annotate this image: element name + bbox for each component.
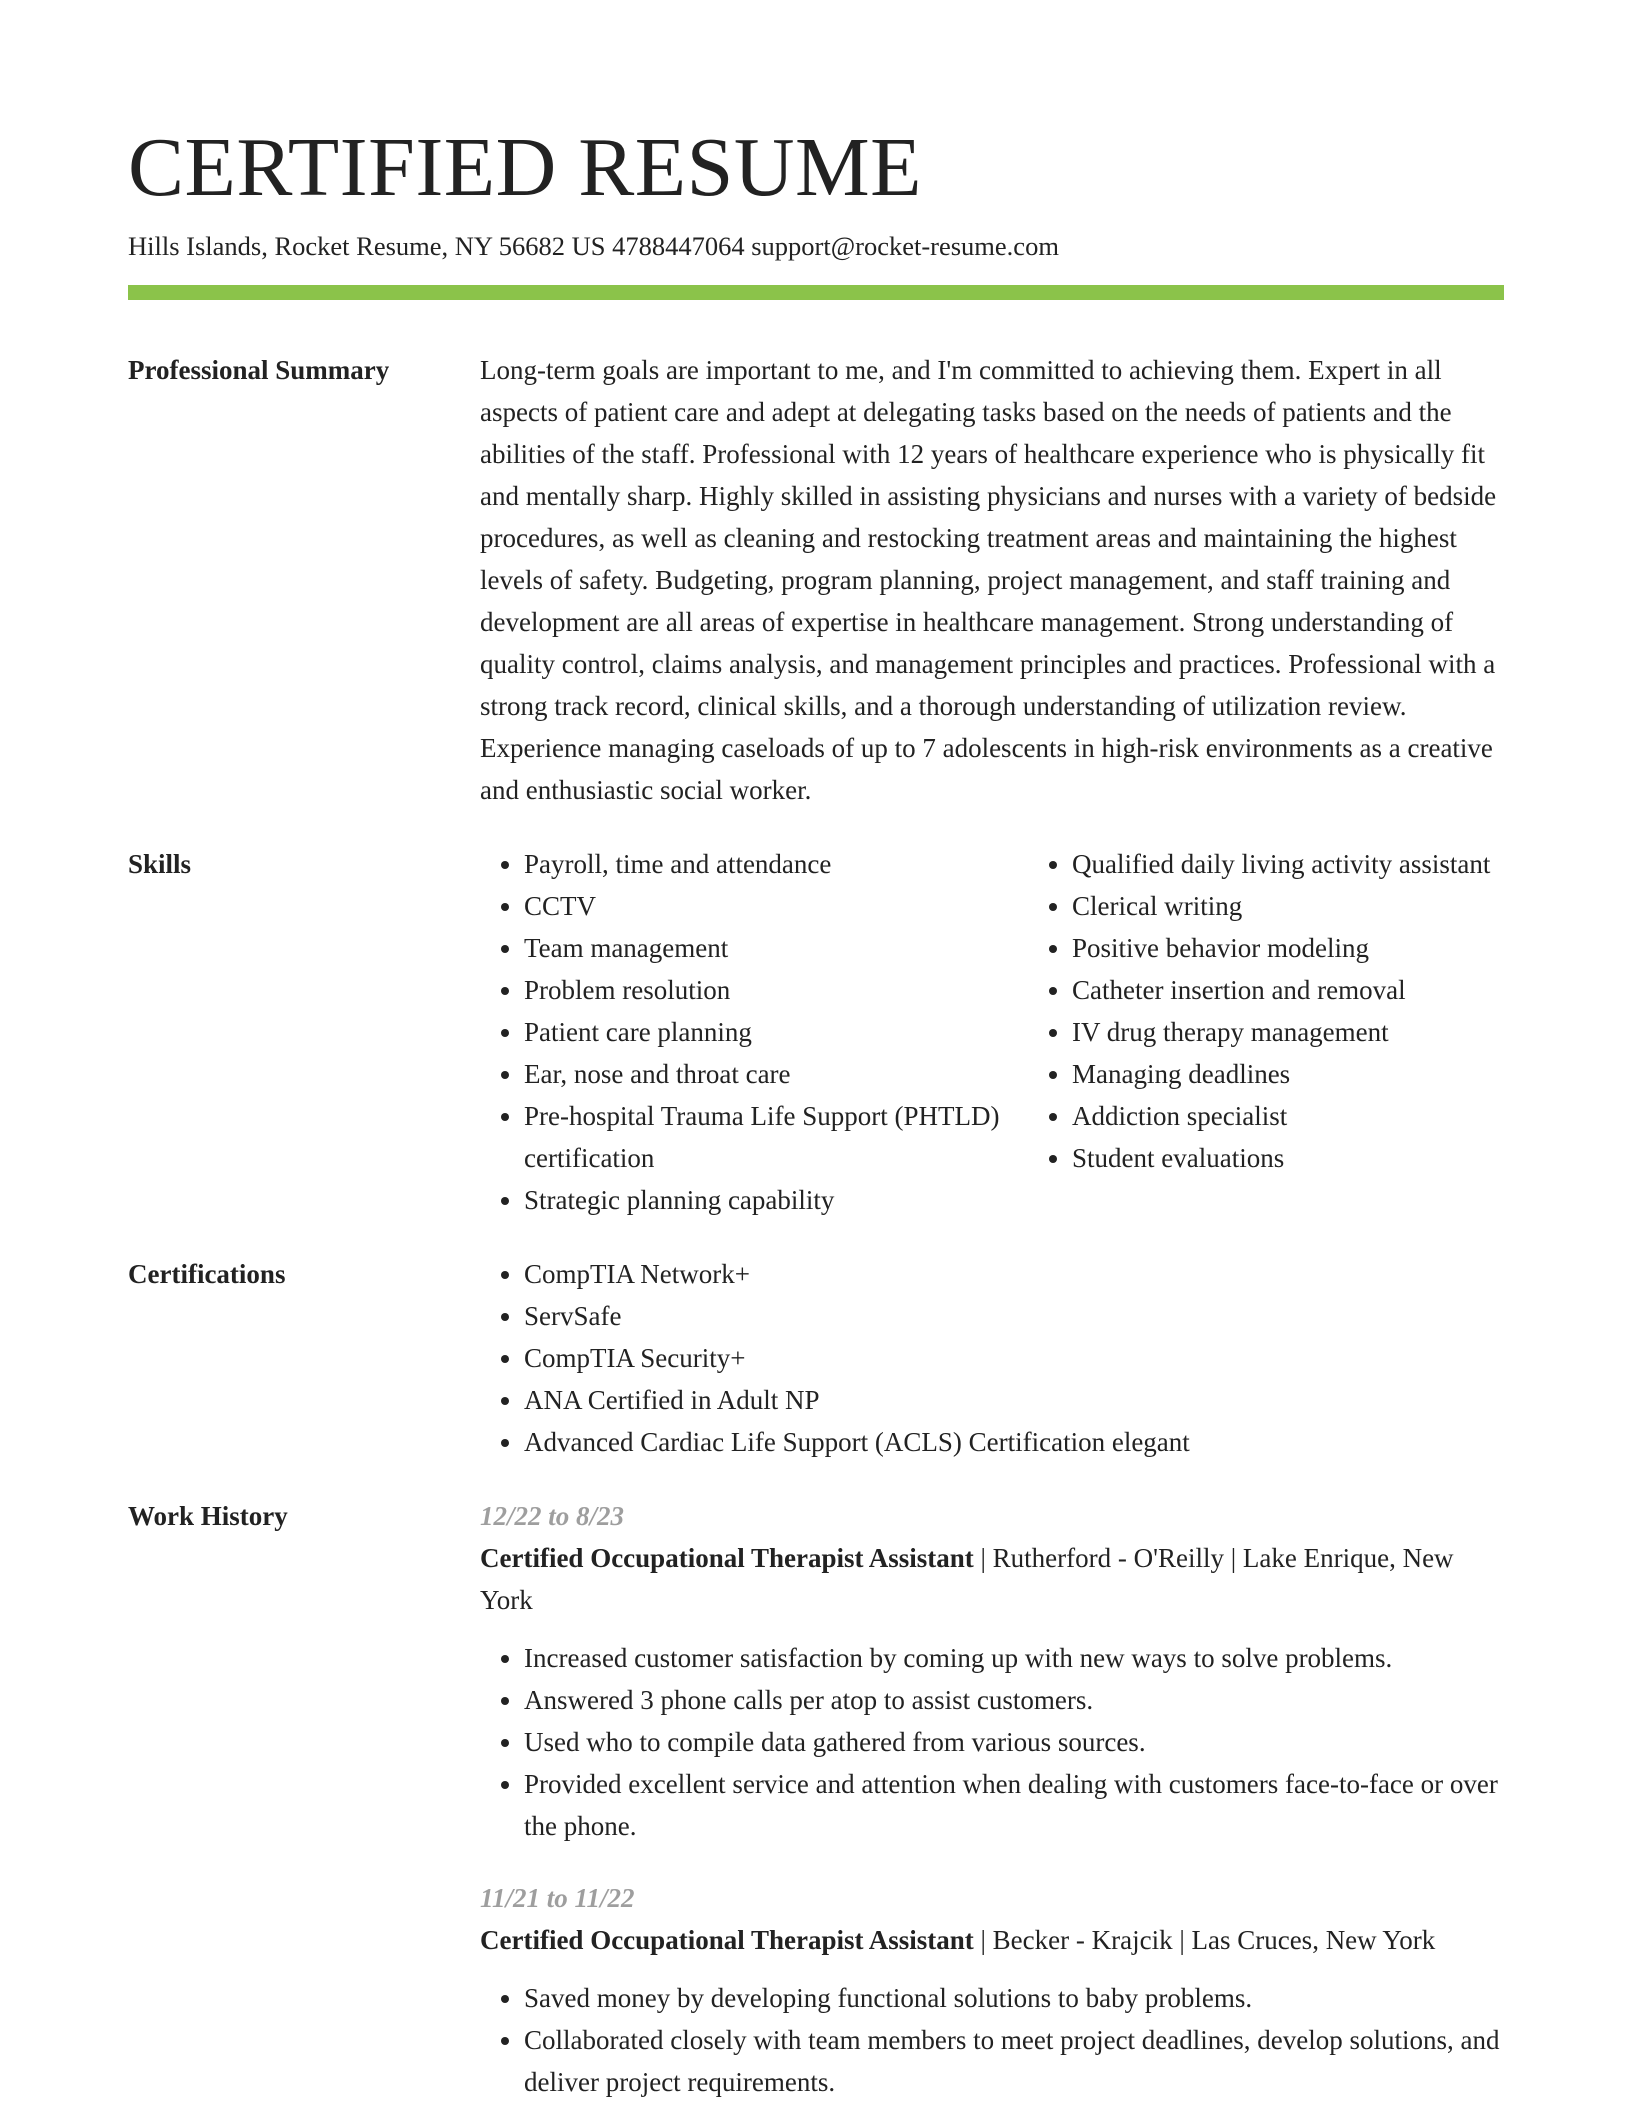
list-item: • CompTIA Network+	[524, 1253, 1504, 1295]
certifications-label: Certifications	[128, 1259, 286, 1289]
list-item: • Strategic planning capability	[524, 1179, 1028, 1221]
list-item: • Catheter insertion and removal	[1072, 969, 1504, 1011]
list-item: • Addiction specialist	[1072, 1095, 1504, 1137]
list-item: • CompTIA Security+	[524, 1337, 1504, 1379]
job-dates: 12/22 to 8/23	[480, 1501, 625, 1531]
job-bullets	[480, 1637, 1504, 1847]
list-item: • CCTV	[524, 885, 1028, 927]
resume-page	[128, 118, 1504, 2103]
list-item: • Team management	[524, 927, 1028, 969]
job-heading	[480, 1919, 1504, 1961]
list-item: • ServSafe	[524, 1295, 1504, 1337]
list-item: • Problem resolution	[524, 969, 1028, 1011]
list-item: • Advanced Cardiac Life Support (ACLS) Certification elegant	[524, 1421, 1504, 1463]
job-dates: 11/21 to 11/22	[480, 1883, 635, 1913]
list-item: • ANA Certified in Adult NP	[524, 1379, 1504, 1421]
list-item: • Managing deadlines	[1072, 1053, 1504, 1095]
summary-label: Professional Summary	[128, 355, 390, 385]
summary-text: Long-term goals are important to me, and I'm committed to achieving them. Expert in all aspects of patient care and adept at delegating tasks based on the needs of patients and the abilities of the staff. Professional with 12 years of healthcare experience who is physically fit and mentally sharp. Highly skilled in assisting physicians and nurses with a variety of bedside procedures, as well as cleaning and restocking treatment areas and maintaining the highest levels of safety. Budgeting, program planning, project management, and staff training and development are all areas of expertise in healthcare management. Strong understanding of quality control, claims analysis, and management principles and practices. Professional with a strong track record, clinical skills, and a thorough understanding of utilization review. Experience managing caseloads of up to 7 adolescents in high-risk environments as a creative and enthusiastic social worker.	[480, 355, 1497, 805]
header-divider	[128, 285, 1504, 300]
work-history-body	[480, 1495, 1504, 2103]
list-item: • Positive behavior modeling	[1072, 927, 1504, 969]
job-entry	[480, 1877, 1504, 2103]
list-item: • Saved money by developing functional solutions to baby problems.	[524, 1977, 1504, 2019]
list-item: • Used who to compile data gathered from various sources.	[524, 1721, 1504, 1763]
list-item: • Student evaluations	[1072, 1137, 1504, 1179]
skills-column-1	[480, 843, 1028, 1221]
list-item: • Answered 3 phone calls per atop to assist customers.	[524, 1679, 1504, 1721]
list-item: • Ear, nose and throat care	[524, 1053, 1028, 1095]
resume-name: CERTIFIED RESUME	[128, 121, 922, 214]
list-item: • Provided excellent service and attention when dealing with customers face-to-face or over the phone.	[524, 1763, 1504, 1847]
work-history-label: Work History	[128, 1501, 288, 1531]
certifications-list	[480, 1253, 1504, 1463]
list-item: • Patient care planning	[524, 1011, 1028, 1053]
skills-column-2	[1028, 843, 1504, 1221]
work-history-section	[128, 1495, 1504, 2103]
job-title: Certified Occupational Therapist Assistant	[480, 1925, 974, 1955]
job-bullets	[480, 1977, 1504, 2103]
skills-body	[480, 843, 1504, 1221]
job-details: | Rutherford - O'Reilly | Lake Enrique, New York	[480, 1543, 1454, 1615]
summary-body	[480, 349, 1504, 811]
list-item: • Increased customer satisfaction by coming up with new ways to solve problems.	[524, 1637, 1504, 1679]
list-item: • IV drug therapy management	[1072, 1011, 1504, 1053]
job-details: | Becker - Krajcik | Las Cruces, New York	[973, 1925, 1436, 1955]
list-item: • Pre-hospital Trauma Life Support (PHTLD) certification	[524, 1095, 1028, 1179]
job-title: Certified Occupational Therapist Assistant	[480, 1543, 974, 1573]
skills-section	[128, 843, 1504, 1221]
summary-section	[128, 349, 1504, 811]
list-item: • Payroll, time and attendance	[524, 843, 1028, 885]
list-item: • Collaborated closely with team members to meet project deadlines, develop solutions, and deliver project requirements.	[524, 2019, 1504, 2103]
certifications-body	[480, 1253, 1504, 1463]
list-item: • Qualified daily living activity assistant	[1072, 843, 1504, 885]
list-item: • Clerical writing	[1072, 885, 1504, 927]
job-heading	[480, 1537, 1504, 1621]
job-entry	[480, 1495, 1504, 1847]
contact-line: Hills Islands, Rocket Resume, NY 56682 US 4788447064 support@rocket-resume.com	[128, 231, 1059, 261]
certifications-section	[128, 1253, 1504, 1463]
skills-label: Skills	[128, 849, 192, 879]
